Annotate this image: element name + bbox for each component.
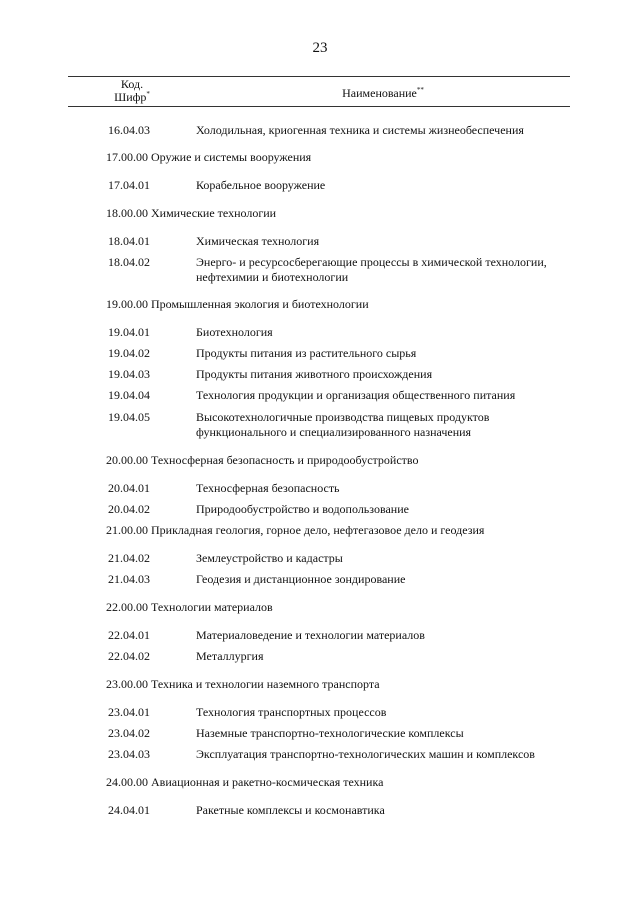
row-name: Холодильная, криогенная техника и системы жизнеобеспечения xyxy=(196,123,524,137)
header-cipher-text: Шифр xyxy=(114,90,147,104)
row-name: Продукты питания животного происхождения xyxy=(196,367,433,381)
row-code: 24.04.01 xyxy=(108,803,150,817)
row-code: 19.04.01 xyxy=(108,325,150,339)
row-name: Природообустройство и водопользование xyxy=(196,502,409,516)
row-name: Геодезия и дистанционное зондирование xyxy=(196,572,406,586)
row-name: Наземные транспортно-технологические комплексы xyxy=(196,726,464,740)
page-number: 23 xyxy=(312,40,328,56)
group-heading-text: 17.00.00 Оружие и системы вооружения xyxy=(106,150,312,164)
group-heading-text: 21.00.00 Прикладная геология, горное дело, нефтегазовое дело и геодезия xyxy=(106,523,485,537)
row-name: Высокотехнологичные производства пищевых продуктов функционального и специализированного назначения xyxy=(196,410,490,439)
header-code-label: Код. xyxy=(120,77,144,91)
row-name: Технология транспортных процессов xyxy=(196,705,387,719)
row-code: 19.04.05 xyxy=(108,410,150,424)
group-heading-text: 18.00.00 Химические технологии xyxy=(106,206,277,220)
row-name: Энерго- и ресурсосберегающие процессы в химической технологии, нефтехимии и биотехнологии xyxy=(196,255,547,284)
row-name: Продукты питания из растительного сырья xyxy=(196,346,417,360)
row-code: 19.04.02 xyxy=(108,346,150,360)
row-name: Корабельное вооружение xyxy=(196,178,326,192)
row-code: 20.04.01 xyxy=(108,481,150,495)
row-name: Металлургия xyxy=(196,649,264,663)
group-heading-text: 24.00.00 Авиационная и ракетно-космическая техника xyxy=(106,775,384,789)
row-code: 20.04.02 xyxy=(108,502,150,516)
row-code: 23.04.02 xyxy=(108,726,150,740)
row-code: 19.04.04 xyxy=(108,388,150,402)
group-heading-text: 23.00.00 Техника и технологии наземного транспорта xyxy=(106,677,380,691)
row-code: 18.04.02 xyxy=(108,255,150,269)
header-name-footnote-mark: ** xyxy=(416,86,424,94)
row-code: 19.04.03 xyxy=(108,367,150,381)
group-heading-text: 20.00.00 Техносферная безопасность и природообустройство xyxy=(106,453,419,467)
row-code: 22.04.01 xyxy=(108,628,150,642)
row-code: 23.04.01 xyxy=(108,705,150,719)
row-code: 18.04.01 xyxy=(108,234,150,248)
row-code: 17.04.01 xyxy=(108,178,150,192)
row-code: 22.04.02 xyxy=(108,649,150,663)
row-name: Ракетные комплексы и космонавтика xyxy=(196,803,385,817)
row-code: 21.04.02 xyxy=(108,551,150,565)
group-heading-text: 22.00.00 Технологии материалов xyxy=(106,600,273,614)
header-name-label: Наименование xyxy=(342,86,417,100)
row-code: 21.04.03 xyxy=(108,572,150,586)
row-name: Биотехнология xyxy=(196,325,273,339)
row-name: Техносферная безопасность xyxy=(196,481,340,495)
row-name: Материаловедение и технологии материалов xyxy=(196,628,425,642)
row-code: 16.04.03 xyxy=(108,123,150,137)
header-cipher-footnote-mark: * xyxy=(146,90,150,98)
group-heading-text: 19.00.00 Промышленная экология и биотехнологии xyxy=(106,297,369,311)
row-name: Эксплуатация транспортно-технологических машин и комплексов xyxy=(196,747,535,761)
row-name: Химическая технология xyxy=(196,234,320,248)
row-name: Технология продукции и организация общественного питания xyxy=(196,388,516,402)
row-name: Землеустройство и кадастры xyxy=(196,551,343,565)
row-code: 23.04.03 xyxy=(108,747,150,761)
